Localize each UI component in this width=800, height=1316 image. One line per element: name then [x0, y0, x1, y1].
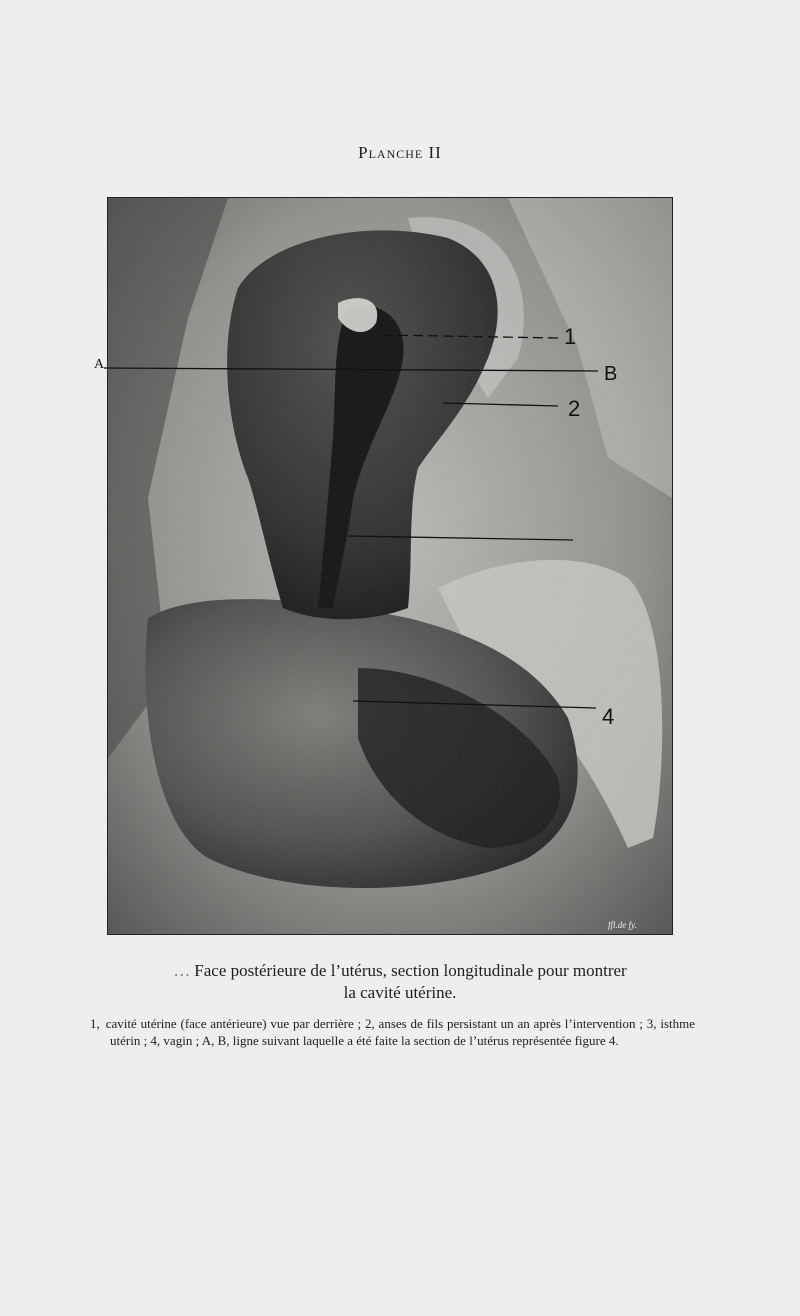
anatomical-photograph — [94, 197, 673, 935]
artist-signature: ffl.de fy. — [608, 920, 637, 930]
label-b: B — [604, 363, 618, 385]
caption-line-2: la cavité utérine. — [343, 983, 457, 1002]
caption-mark: … — [173, 961, 191, 980]
photo-drawing — [94, 198, 672, 934]
plate-title: Planche II — [358, 143, 442, 162]
legend-text: cavité utérine (face antérieure) vue par derrière ; 2, anses de fils persistant un an après l’intervention ; 3, isthme utérin ; 4, vagin ; A, B, ligne suivant laquelle a été faite la section de l’utérus représentée figure 4. — [105, 1016, 695, 1048]
label-a: A — [94, 357, 105, 372]
label-2: 2 — [568, 396, 581, 421]
figure-legend — [90, 1015, 695, 1049]
caption-line-1-text: Face postérieure de l’utérus, section longitudinale pour montrer — [194, 961, 627, 980]
figure-caption — [90, 960, 710, 1004]
label-4: 4 — [602, 704, 615, 729]
legend-number: 1, — [90, 1016, 100, 1031]
label-1: 1 — [564, 324, 577, 349]
caption-line-1 — [90, 960, 710, 982]
